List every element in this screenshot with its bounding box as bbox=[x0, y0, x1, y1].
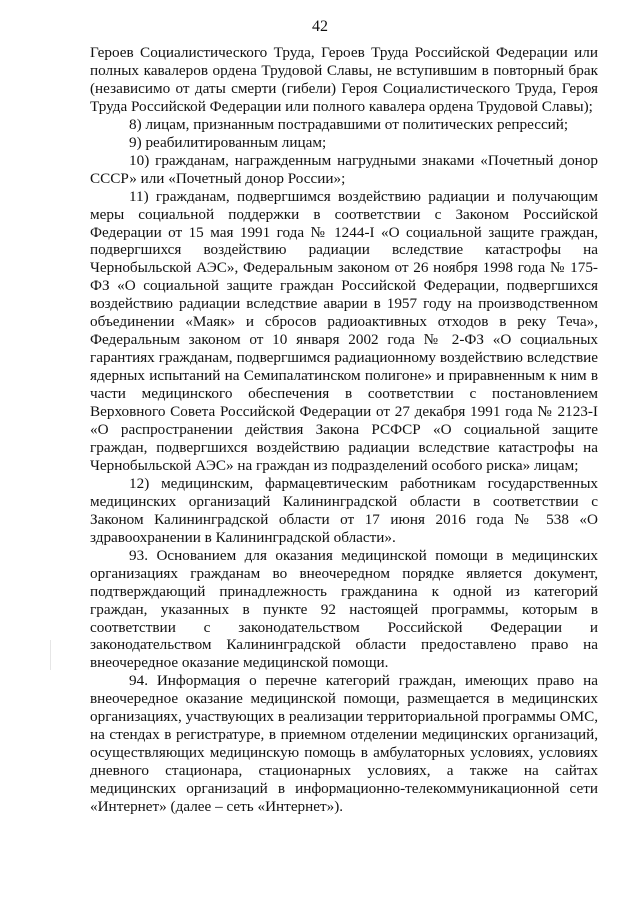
paragraph-item-12: 12) медицинским, фармацевтическим работникам государственных медицинских организаций Калининградской области в соответствии с Законом Калининградской области от 17 июня 2016 года № 538 «О здравоохранении в Калининградской области». bbox=[90, 474, 598, 546]
paragraph-item-8: 8) лицам, признанным пострадавшими от политических репрессий; bbox=[129, 115, 569, 133]
paragraph-item-10: 10) гражданам, награжденным нагрудными знаками «Почетный донор СССР» или «Почетный донор России»; bbox=[90, 151, 598, 187]
paragraph-heroes-continuation: Героев Социалистического Труда, Героев Труда Российской Федерации или полных кавалеров ордена Трудовой Славы, не вступившим в повторный брак (независимо от даты смерти (гибели) Героя Социалистического Труда, Героя Труда Российской Федерации или полного кавалера ордена Трудовой Славы); bbox=[90, 44, 598, 115]
page-number: 42 bbox=[312, 18, 328, 35]
paragraph-clause-94: 94. Информация о перечне категорий граждан, имеющих право на внеочередное оказание медицинской помощи, размещается в медицинских организациях, участвующих в реализации территориальной программы ОМС, на стендах в регистратуре, в приемном отделении медицинских организаций, осуществляющих медицинскую помощь в амбулаторных условиях, условиях дневного стационара, стационарных условиях, а также на сайтах медицинских организаций в информационно-телекоммуникационной сети «Интернет» (далее – сеть «Интернет»). bbox=[90, 672, 598, 816]
document-body bbox=[90, 44, 598, 816]
paragraph-clause-93: 93. Основанием для оказания медицинской помощи в медицинских организациях гражданам во внеочередном порядке является документ, подтверждающий принадлежность гражданина к одной из категорий граждан, указанных в пункте 92 настоящей программы, которым в соответствии с законодательством Российской Федерации и законодательством Калининградской области предоставлено право на внеочередное оказание медицинской помощи. bbox=[90, 546, 598, 672]
paragraph-item-11: 11) гражданам, подвергшимся воздействию радиации и получающим меры социальной поддержки в соответствии с Законом Российской Федерации от 15 мая 1991 года № 1244-I «О социальной защите граждан, подвергшихся воздействию радиации вследствие катастрофы на Чернобыльской АЭС», Федеральным законом от 26 ноября 1998 года № 175-ФЗ «О социальной защите граждан Российской Федерации, подвергшихся воздействию радиации вследствие аварии в 1957 году на производственном объединении «Маяк» и сбросов радиоактивных отходов в реку Теча», Федеральным законом от 10 января 2002 года № 2-ФЗ «О социальных гарантиях гражданам, подвергшимся радиационному воздействию вследствие ядерных испытаний на Семипалатинском полигоне» и приравненным к ним в части медицинского обеспечения в соответствии с постановлением Верховного Совета Российской Федерации от 27 декабря 1991 года № 2123-I «О распространении действия Закона РСФСР «О социальной защите граждан, подвергшихся воздействию радиации вследствие катастрофы на Чернобыльской АЭС» на граждан из подразделений особого риска» лицам; bbox=[90, 187, 598, 474]
scan-margin-mark bbox=[50, 640, 51, 670]
paragraph-item-9: 9) реабилитированным лицам; bbox=[129, 133, 327, 151]
